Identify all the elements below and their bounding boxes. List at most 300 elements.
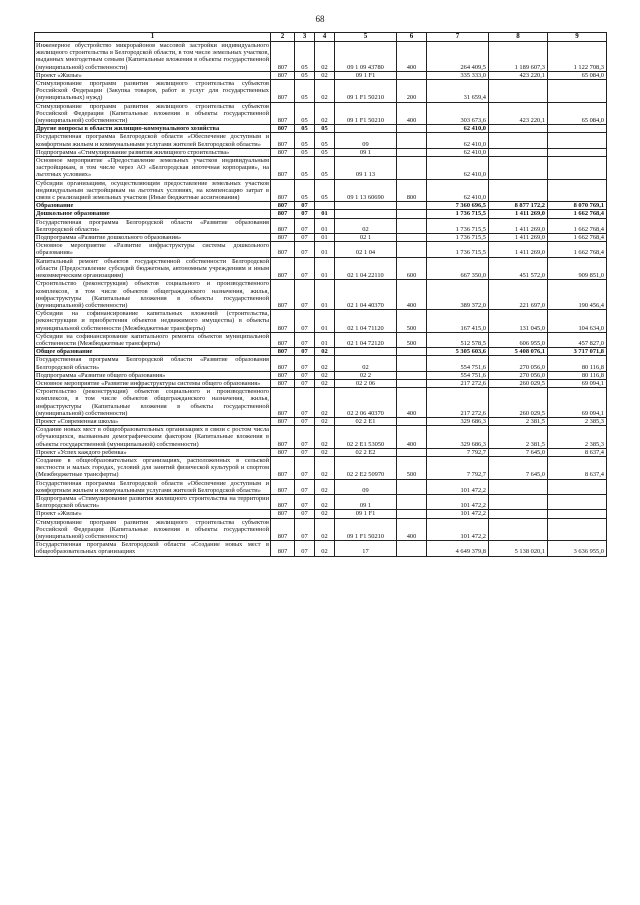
amount-year2-cell: 270 056,0: [489, 356, 548, 371]
target-article-cell: 09 1: [335, 148, 397, 156]
section-cell: 07: [295, 417, 315, 425]
table-row: [35, 210, 607, 218]
amount-year1-cell: 7 360 696,5: [427, 202, 489, 210]
subsection-cell: 02: [315, 371, 335, 379]
section-cell: 05: [295, 133, 315, 148]
target-article-cell: 02: [335, 356, 397, 371]
section-cell: 07: [295, 379, 315, 387]
expense-type-cell: [397, 510, 427, 518]
row-name-cell: Государственная программа Белгородской области «Обеспечение доступным и комфортным жильем и коммунальными услугами жителей Белгородской области»: [36, 133, 269, 148]
row-name-cell: Субсидии на софинансирование капитального ремонта объектов муниципальной собственности (Межбюджетные трансферты): [36, 332, 269, 347]
amount-year3-cell: [548, 518, 607, 541]
amount-year1-cell: 217 272,6: [427, 388, 489, 418]
gov-code-cell: 807: [271, 102, 295, 125]
amount-year3-cell: 8 070 769,1: [548, 202, 607, 210]
row-name-cell: Проект «Жилье»: [35, 71, 271, 79]
row-name-cell: Основное мероприятие «Развитие инфраструктуры системы дошкольного образования»: [36, 242, 269, 257]
row-name-cell: Государственная программа Белгородской области «Обеспечение доступным и комфортным жильем и коммунальными услугами жителей Белгородской области»: [36, 479, 269, 494]
table-row: [35, 348, 607, 356]
amount-year3-cell: [548, 479, 607, 494]
target-article-cell: 02 2 06 40370: [335, 388, 397, 418]
section-cell: 07: [295, 426, 315, 449]
amount-year3-cell: 2 385,3: [548, 417, 607, 425]
table-row: [35, 494, 607, 509]
row-name-cell: Стимулирование программ развития жилищного строительства субъектов Российской Федерации (Капитальные вложения в объекты государственной (муниципальной) собственности): [36, 102, 269, 125]
gov-code-cell: 807: [271, 494, 295, 509]
expense-type-cell: 500: [397, 456, 427, 479]
subsection-cell: 02: [315, 356, 335, 371]
amount-year1-cell: 554 751,6: [427, 356, 489, 371]
expense-type-cell: [397, 234, 427, 242]
expense-type-cell: [397, 448, 427, 456]
expense-type-cell: 400: [397, 388, 427, 418]
gov-code-cell: 807: [271, 426, 295, 449]
expense-type-cell: [397, 148, 427, 156]
row-name-cell: Другие вопросы в области жилищно-коммунального хозяйства: [35, 125, 271, 133]
page-number: 68: [315, 14, 325, 24]
table-row: [35, 417, 607, 425]
amount-year3-cell: 69 094,1: [548, 379, 607, 387]
gov-code-cell: 807: [271, 356, 295, 371]
row-name-cell: Проект «Современная школа»: [35, 417, 271, 425]
table-row: [35, 157, 607, 180]
row-name-cell: Стимулирование программ развития жилищного строительства субъектов Российской Федерации (Капитальные вложения в объекты государственной (муниципальной) собственности): [36, 518, 269, 540]
subsection-cell: [315, 202, 335, 210]
expense-type-cell: 400: [397, 518, 427, 541]
section-cell: 07: [295, 210, 315, 218]
amount-year1-cell: 1 736 715,5: [427, 242, 489, 257]
row-name-cell: Государственная программа Белгородской области «Развитие образования Белгородской области»: [36, 218, 269, 233]
expense-type-cell: 400: [397, 280, 427, 310]
table-row: [35, 379, 607, 387]
column-header: 3: [295, 33, 315, 42]
section-cell: 05: [295, 157, 315, 180]
row-name-cell: Основное мероприятие «Предоставление земельных участков индивидуальным застройщикам, в том числе через АО «Белгородская ипотечная корпорация», на льготных условиях»: [36, 157, 269, 179]
table-row: [35, 234, 607, 242]
amount-year2-cell: 1 411 269,0: [489, 218, 548, 233]
amount-year1-cell: 62 410,0: [427, 133, 489, 148]
target-article-cell: 02 1 04 40370: [335, 280, 397, 310]
gov-code-cell: 807: [271, 332, 295, 347]
expense-type-cell: 400: [397, 426, 427, 449]
amount-year3-cell: [548, 494, 607, 509]
subsection-cell: 02: [315, 456, 335, 479]
amount-year2-cell: 260 029,5: [489, 388, 548, 418]
subsection-cell: 02: [315, 388, 335, 418]
subsection-cell: 01: [315, 210, 335, 218]
section-cell: 05: [295, 125, 315, 133]
table-row: [35, 80, 607, 103]
expense-type-cell: [397, 218, 427, 233]
amount-year2-cell: [489, 157, 548, 180]
gov-code-cell: 807: [271, 202, 295, 210]
amount-year2-cell: [489, 125, 548, 133]
amount-year3-cell: 2 385,3: [548, 426, 607, 449]
table-row: [35, 257, 607, 280]
amount-year2-cell: 5 408 076,1: [489, 348, 548, 356]
target-article-cell: 17: [335, 541, 397, 556]
section-cell: 07: [295, 234, 315, 242]
expense-type-cell: [397, 157, 427, 180]
expense-type-cell: [397, 210, 427, 218]
subsection-cell: 01: [315, 234, 335, 242]
gov-code-cell: 807: [271, 179, 295, 202]
gov-code-cell: 807: [271, 479, 295, 494]
section-cell: 07: [295, 388, 315, 418]
gov-code-cell: 807: [271, 157, 295, 180]
row-name-cell: Строительство (реконструкция) объектов социального и производственного комплексов, в том числе объектов общегражданского назначения, жилья, инфраструктуры (Капитальные вложения в объекты государственной (муниципальной) собственности): [36, 388, 269, 417]
amount-year3-cell: 1 662 768,4: [548, 210, 607, 218]
target-article-cell: [335, 348, 397, 356]
amount-year3-cell: 1 662 768,4: [548, 234, 607, 242]
amount-year3-cell: 457 827,0: [548, 332, 607, 347]
target-article-cell: 02: [335, 218, 397, 233]
section-cell: 07: [295, 371, 315, 379]
table-row: [35, 202, 607, 210]
section-cell: 07: [295, 332, 315, 347]
amount-year3-cell: [548, 510, 607, 518]
subsection-cell: 02: [315, 80, 335, 103]
amount-year3-cell: 65 084,0: [548, 71, 607, 79]
subsection-cell: 01: [315, 242, 335, 257]
target-article-cell: 02 2: [335, 371, 397, 379]
amount-year1-cell: 101 472,2: [427, 494, 489, 509]
expense-type-cell: [397, 371, 427, 379]
subsection-cell: 01: [315, 218, 335, 233]
amount-year1-cell: 303 673,6: [427, 102, 489, 125]
amount-year1-cell: 1 736 715,5: [427, 210, 489, 218]
row-name-cell: Создание в общеобразовательных организациях, расположенных в сельской местности и малых городах, условий для занятий физической культурой и спортом (Межбюджетные трансферты): [36, 456, 269, 479]
amount-year1-cell: 4 649 379,8: [427, 541, 489, 556]
target-article-cell: 09 1 13: [335, 157, 397, 180]
subsection-cell: 02: [315, 541, 335, 556]
amount-year2-cell: [489, 179, 548, 202]
amount-year1-cell: 554 751,6: [427, 371, 489, 379]
target-article-cell: [335, 125, 397, 133]
column-header: 8: [489, 33, 548, 42]
expense-type-cell: [397, 541, 427, 556]
table-row: [35, 242, 607, 257]
target-article-cell: 02 1 04 71120: [335, 310, 397, 333]
expense-type-cell: [397, 379, 427, 387]
section-cell: 07: [295, 348, 315, 356]
amount-year3-cell: [548, 179, 607, 202]
subsection-cell: 02: [315, 348, 335, 356]
target-article-cell: 09 1 F1: [335, 71, 397, 79]
amount-year1-cell: 1 736 715,5: [427, 234, 489, 242]
amount-year2-cell: 451 572,0: [489, 257, 548, 280]
amount-year1-cell: 62 410,0: [427, 125, 489, 133]
expense-type-cell: [397, 479, 427, 494]
gov-code-cell: 807: [271, 348, 295, 356]
gov-code-cell: 807: [271, 379, 295, 387]
amount-year3-cell: 8 637,4: [548, 448, 607, 456]
subsection-cell: 01: [315, 257, 335, 280]
section-cell: 07: [295, 456, 315, 479]
amount-year1-cell: 62 410,0: [427, 148, 489, 156]
target-article-cell: 02 2 E2 50970: [335, 456, 397, 479]
section-cell: 07: [295, 218, 315, 233]
column-header: 2: [271, 33, 295, 42]
gov-code-cell: 807: [271, 80, 295, 103]
table-row: [35, 426, 607, 449]
target-article-cell: 02 1 04 22110: [335, 257, 397, 280]
gov-code-cell: 807: [271, 388, 295, 418]
gov-code-cell: 807: [271, 133, 295, 148]
expense-type-cell: [397, 125, 427, 133]
subsection-cell: 05: [315, 148, 335, 156]
expense-type-cell: [397, 356, 427, 371]
gov-code-cell: 807: [271, 417, 295, 425]
target-article-cell: 09 1 F1 50210: [335, 102, 397, 125]
table-row: [35, 518, 607, 541]
section-cell: 05: [295, 71, 315, 79]
column-header: 7: [427, 33, 489, 42]
subsection-cell: 02: [315, 71, 335, 79]
subsection-cell: 01: [315, 332, 335, 347]
amount-year1-cell: 62 410,0: [427, 157, 489, 180]
amount-year2-cell: [489, 479, 548, 494]
column-number-row: [35, 33, 607, 42]
target-article-cell: 09 1 F1 50210: [335, 518, 397, 541]
amount-year3-cell: 190 456,4: [548, 280, 607, 310]
target-article-cell: 09 1 F1 50210: [335, 80, 397, 103]
section-cell: 07: [295, 510, 315, 518]
amount-year3-cell: 3 717 071,8: [548, 348, 607, 356]
amount-year2-cell: 423 220,1: [489, 71, 548, 79]
expense-type-cell: 800: [397, 179, 427, 202]
subsection-cell: 02: [315, 448, 335, 456]
row-name-cell: Стимулирование программ развития жилищного строительства субъектов Российской Федерации (Закупка товаров, работ и услуг для государственных (муниципальных) нужд): [36, 80, 269, 102]
table-row: [35, 479, 607, 494]
expense-type-cell: 500: [397, 310, 427, 333]
section-cell: 07: [295, 494, 315, 509]
amount-year3-cell: 69 094,1: [548, 388, 607, 418]
subsection-cell: 02: [315, 42, 335, 72]
amount-year3-cell: [548, 133, 607, 148]
amount-year3-cell: 80 116,8: [548, 371, 607, 379]
amount-year2-cell: 270 056,0: [489, 371, 548, 379]
section-cell: 07: [295, 310, 315, 333]
table-row: [35, 456, 607, 479]
subsection-cell: 05: [315, 157, 335, 180]
amount-year2-cell: 1 411 269,0: [489, 234, 548, 242]
gov-code-cell: 807: [271, 210, 295, 218]
target-article-cell: 02 1 04 72120: [335, 332, 397, 347]
row-name-cell: Капитальный ремонт объектов государственной собственности Белгородской области (Предоставление субсидий бюджетным, автономным учреждениям и иным некоммерческим организациям): [36, 257, 269, 280]
amount-year1-cell: 7 792,7: [427, 448, 489, 456]
target-article-cell: 09 1: [335, 494, 397, 509]
gov-code-cell: 807: [271, 148, 295, 156]
row-name-cell: Образование: [35, 202, 271, 210]
section-cell: 07: [295, 356, 315, 371]
subsection-cell: 02: [315, 479, 335, 494]
row-name-cell: Подпрограмма «Развитие дошкольного образования»: [35, 234, 271, 242]
amount-year2-cell: 8 877 172,2: [489, 202, 548, 210]
target-article-cell: 02 2 E1: [335, 417, 397, 425]
section-cell: 07: [295, 518, 315, 541]
expense-type-cell: 200: [397, 80, 427, 103]
table-row: [35, 388, 607, 418]
row-name-cell: Подпрограмма «Стимулирование развития жилищного строительства»: [35, 148, 271, 156]
target-article-cell: [335, 202, 397, 210]
row-name-cell: Подпрограмма «Развитие общего образования»: [35, 371, 271, 379]
amount-year1-cell: 101 472,2: [427, 479, 489, 494]
amount-year3-cell: 1 662 768,4: [548, 242, 607, 257]
gov-code-cell: 807: [271, 280, 295, 310]
gov-code-cell: 807: [271, 42, 295, 72]
row-name-cell: Государственная программа Белгородской области «Развитие образования Белгородской области»: [36, 356, 269, 371]
table-row: [35, 280, 607, 310]
amount-year3-cell: 8 637,4: [548, 456, 607, 479]
section-cell: 07: [295, 242, 315, 257]
amount-year1-cell: 62 410,0: [427, 179, 489, 202]
table-row: [35, 218, 607, 233]
target-article-cell: 02 2 E2: [335, 448, 397, 456]
amount-year2-cell: 5 138 020,1: [489, 541, 548, 556]
expense-type-cell: [397, 71, 427, 79]
target-article-cell: [335, 210, 397, 218]
gov-code-cell: 807: [271, 541, 295, 556]
section-cell: 07: [295, 202, 315, 210]
section-cell: 07: [295, 257, 315, 280]
subsection-cell: 05: [315, 125, 335, 133]
amount-year2-cell: 606 955,0: [489, 332, 548, 347]
table-row: [35, 133, 607, 148]
row-name-cell: Государственная программа Белгородской области «Создание новых мест в общеобразовательных организациях: [36, 541, 269, 556]
subsection-cell: 01: [315, 310, 335, 333]
amount-year3-cell: 909 851,0: [548, 257, 607, 280]
amount-year2-cell: 7 645,0: [489, 456, 548, 479]
gov-code-cell: 807: [271, 448, 295, 456]
gov-code-cell: 807: [271, 218, 295, 233]
table-row: [35, 356, 607, 371]
row-name-cell: Основное мероприятие «Развитие инфраструктуры системы общего образования»: [35, 379, 271, 387]
gov-code-cell: 807: [271, 71, 295, 79]
amount-year1-cell: 667 350,0: [427, 257, 489, 280]
column-header: 9: [548, 33, 607, 42]
expense-type-cell: 400: [397, 102, 427, 125]
column-header: 4: [315, 33, 335, 42]
expense-type-cell: [397, 202, 427, 210]
section-cell: 05: [295, 102, 315, 125]
table-row: [35, 125, 607, 133]
section-cell: 07: [295, 280, 315, 310]
amount-year1-cell: 1 736 715,5: [427, 218, 489, 233]
row-name-cell: Проект «Жилье»: [35, 510, 271, 518]
subsection-cell: 01: [315, 280, 335, 310]
subsection-cell: 02: [315, 379, 335, 387]
table-row: [35, 42, 607, 72]
amount-year2-cell: 260 029,5: [489, 379, 548, 387]
gov-code-cell: 807: [271, 310, 295, 333]
amount-year3-cell: [548, 125, 607, 133]
amount-year3-cell: 80 116,8: [548, 356, 607, 371]
amount-year3-cell: 3 636 955,0: [548, 541, 607, 556]
target-article-cell: 09 1 09 43780: [335, 42, 397, 72]
section-cell: 07: [295, 541, 315, 556]
gov-code-cell: 807: [271, 257, 295, 280]
column-header: 6: [397, 33, 427, 42]
section-cell: 07: [295, 479, 315, 494]
table-row: [35, 332, 607, 347]
row-name-cell: Проект «Успех каждого ребенка»: [35, 448, 271, 456]
amount-year1-cell: 101 472,2: [427, 518, 489, 541]
subsection-cell: 02: [315, 494, 335, 509]
amount-year1-cell: 335 333,0: [427, 71, 489, 79]
target-article-cell: 02 1: [335, 234, 397, 242]
amount-year2-cell: [489, 510, 548, 518]
gov-code-cell: 807: [271, 371, 295, 379]
gov-code-cell: 807: [271, 510, 295, 518]
amount-year2-cell: 423 220,1: [489, 102, 548, 125]
target-article-cell: 09: [335, 479, 397, 494]
amount-year3-cell: [548, 148, 607, 156]
amount-year2-cell: 2 381,5: [489, 417, 548, 425]
gov-code-cell: 807: [271, 242, 295, 257]
row-name-cell: Инженерное обустройство микрорайонов массовой застройки индивидуального жилищного строительства в Белгородской области, в том числе земельных участков, выданных многодетным семьям (Капитальные вложения в объекты государственной (муниципальной) собственности): [36, 42, 269, 71]
amount-year3-cell: 104 634,0: [548, 310, 607, 333]
subsection-cell: 02: [315, 510, 335, 518]
section-cell: 05: [295, 179, 315, 202]
amount-year3-cell: 1 122 708,3: [548, 42, 607, 72]
section-cell: 05: [295, 148, 315, 156]
budget-table-container: [34, 32, 606, 557]
amount-year2-cell: 1 411 269,0: [489, 242, 548, 257]
amount-year1-cell: 31 659,4: [427, 80, 489, 103]
amount-year2-cell: [489, 133, 548, 148]
gov-code-cell: 807: [271, 234, 295, 242]
table-row: [35, 148, 607, 156]
subsection-cell: 02: [315, 102, 335, 125]
amount-year1-cell: 329 686,3: [427, 426, 489, 449]
table-row: [35, 71, 607, 79]
amount-year1-cell: 389 372,0: [427, 280, 489, 310]
amount-year1-cell: 264 409,5: [427, 42, 489, 72]
gov-code-cell: 807: [271, 456, 295, 479]
section-cell: 07: [295, 448, 315, 456]
table-row: [35, 448, 607, 456]
table-row: [35, 371, 607, 379]
subsection-cell: 05: [315, 179, 335, 202]
subsection-cell: 05: [315, 133, 335, 148]
amount-year3-cell: 1 662 768,4: [548, 218, 607, 233]
expense-type-cell: [397, 494, 427, 509]
column-header: 5: [335, 33, 397, 42]
target-article-cell: 02 2 E1 53050: [335, 426, 397, 449]
expense-type-cell: [397, 242, 427, 257]
column-header: 1: [35, 33, 271, 42]
subsection-cell: 02: [315, 426, 335, 449]
row-name-cell: Строительство (реконструкция) объектов социального и производственного комплексов, в том числе объектов общегражданского назначения, жилья, инфраструктуры (Капитальные вложения в объекты государственной (муниципальной) собственности): [36, 280, 269, 309]
amount-year2-cell: 1 189 607,3: [489, 42, 548, 72]
amount-year2-cell: 1 411 269,0: [489, 210, 548, 218]
amount-year2-cell: [489, 148, 548, 156]
expense-type-cell: [397, 133, 427, 148]
amount-year2-cell: 131 045,0: [489, 310, 548, 333]
amount-year2-cell: [489, 494, 548, 509]
table-row: [35, 310, 607, 333]
row-name-cell: Дошкольное образование: [35, 210, 271, 218]
amount-year1-cell: 512 578,5: [427, 332, 489, 347]
target-article-cell: 02 1 04: [335, 242, 397, 257]
section-cell: 05: [295, 42, 315, 72]
expense-type-cell: 500: [397, 332, 427, 347]
budget-table: [34, 32, 607, 557]
amount-year2-cell: 221 697,0: [489, 280, 548, 310]
table-body: [35, 42, 607, 557]
amount-year1-cell: 329 686,3: [427, 417, 489, 425]
